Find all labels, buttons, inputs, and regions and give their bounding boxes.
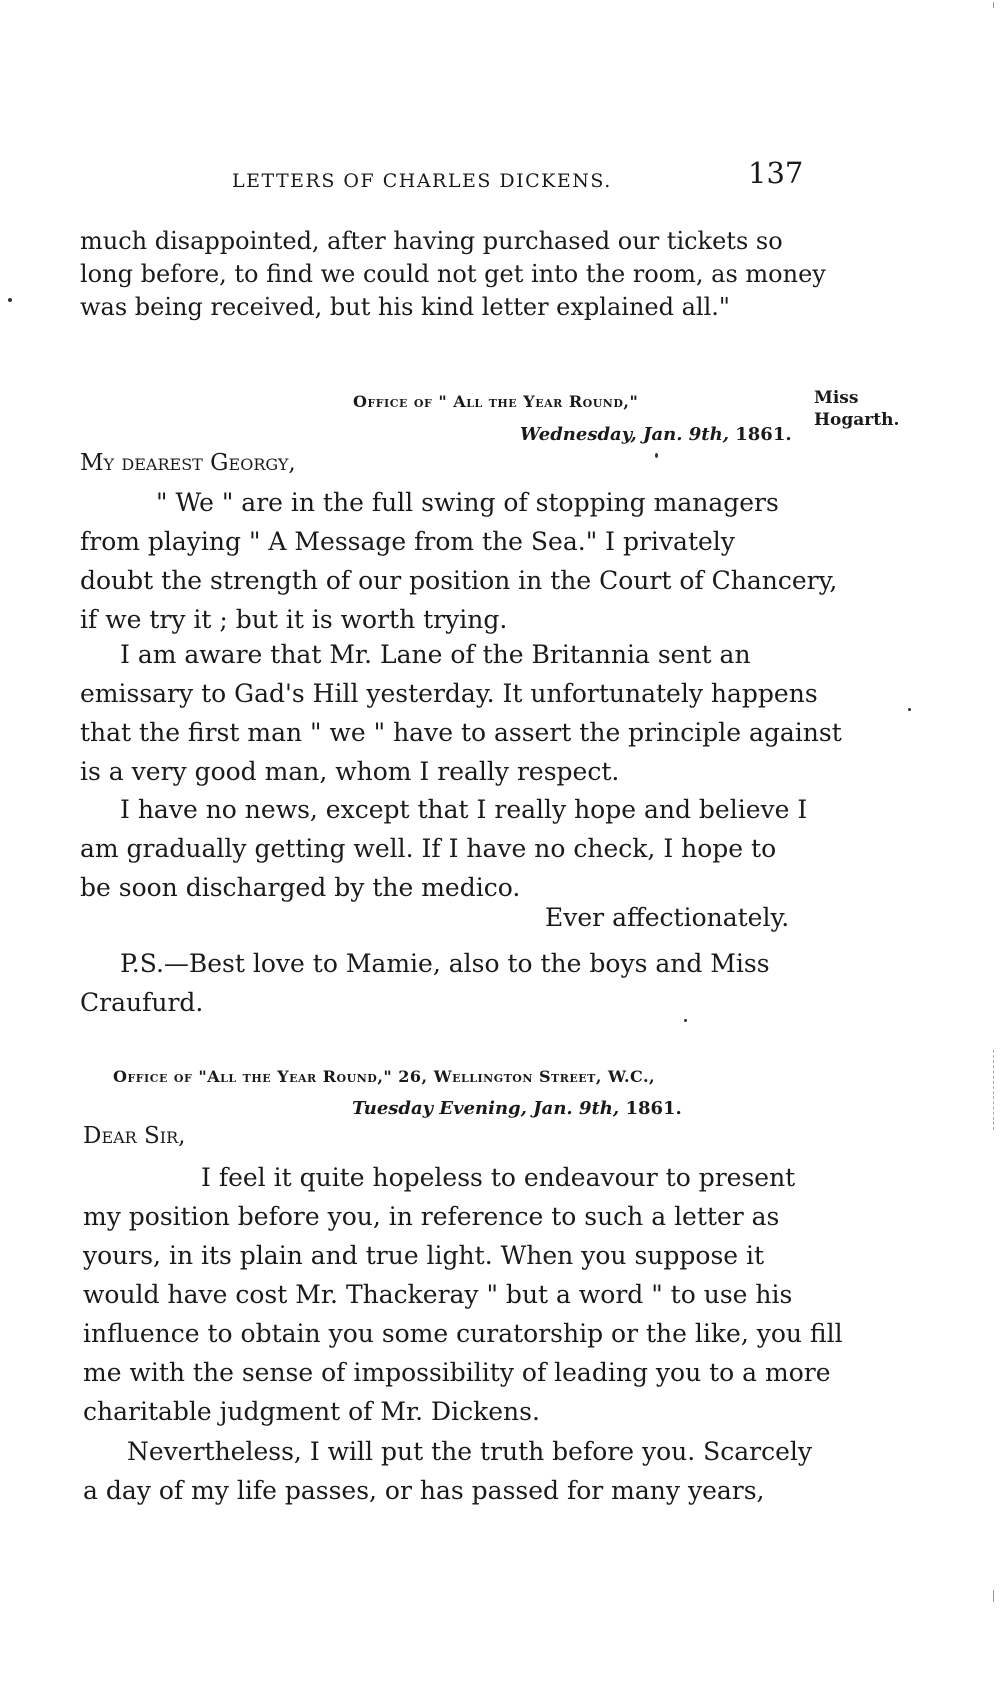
text-line: is a very good man, whom I really respect. (80, 757, 620, 786)
margin-note-line: Hogarth. (814, 410, 900, 430)
margin-note (814, 387, 899, 431)
text-line: a day of my life passes, or has passed for many years, (83, 1476, 765, 1505)
text-line: doubt the strength of our position in the Court of Chancery, (80, 566, 838, 595)
letter2-date-year: 1861. (625, 1098, 682, 1119)
scan-speck (908, 708, 911, 711)
text-line: long before, to find we could not get into the room, as money (80, 260, 826, 288)
text-line: am gradually getting well. If I have no check, I hope to (80, 834, 777, 863)
letter1-postscript (80, 944, 770, 1022)
letter2-paragraph-1 (83, 1158, 843, 1431)
letter1-paragraph-2 (80, 635, 842, 791)
letter1-address: Office of " All the Year Round," (353, 392, 639, 411)
letter1-paragraph-1 (80, 483, 837, 639)
text-line: yours, in its plain and true light. When you suppose it (83, 1241, 765, 1270)
text-line: was being received, but his kind letter explained all." (80, 293, 730, 321)
text-line: emissary to Gad's Hill yesterday. It unfortunately happens (80, 679, 818, 708)
letter2-date-day: Tuesday Evening, Jan. 9th, (352, 1098, 620, 1119)
letter1-salutation: My dearest Georgy, (80, 450, 296, 476)
text-line: much disappointed, after having purchased our tickets so (80, 227, 783, 255)
letter1-date-day: Wednesday, Jan. 9th, (520, 424, 729, 445)
scan-edge-mark (993, 2, 994, 8)
letter2-salutation: Dear Sir, (83, 1123, 186, 1149)
text-line: be soon discharged by the medico. (80, 873, 521, 902)
scan-edge-mark (992, 1050, 994, 1130)
carryover-paragraph (80, 225, 826, 324)
scan-speck (8, 298, 12, 302)
scan-speck (684, 1019, 687, 1022)
text-line: I am aware that Mr. Lane of the Britannia sent an (120, 640, 751, 669)
letter2-date (352, 1098, 682, 1119)
scan-edge-mark (993, 1590, 994, 1602)
text-line: that the first man " we " have to assert the principle against (80, 718, 842, 747)
letter2-address: Office of "All the Year Round," 26, Wellington Street, W.C., (113, 1067, 656, 1086)
text-line: Nevertheless, I will put the truth before you. Scarcely (127, 1437, 813, 1466)
text-line: " We " are in the full swing of stopping managers (156, 488, 779, 517)
letter1-date (520, 424, 792, 445)
letter2-paragraph-2 (83, 1432, 812, 1510)
text-line: charitable judgment of Mr. Dickens. (83, 1397, 540, 1426)
margin-note-line: Miss (814, 388, 859, 408)
text-line: me with the sense of impossibility of leading you to a more (83, 1358, 831, 1387)
page-number: 137 (748, 156, 804, 190)
letter1-paragraph-3 (80, 790, 807, 907)
text-line: I have no news, except that I really hope and believe I (120, 795, 808, 824)
text-line: from playing " A Message from the Sea." I privately (80, 527, 735, 556)
running-head: LETTERS OF CHARLES DICKENS. (232, 170, 612, 192)
text-line: Craufurd. (80, 988, 204, 1017)
text-line: if we try it ; but it is worth trying. (80, 605, 508, 634)
text-line: I feel it quite hopeless to endeavour to present (201, 1163, 796, 1192)
letter1-date-year: 1861. (735, 424, 792, 445)
text-line: influence to obtain you some curatorship or the like, you fill (83, 1319, 843, 1348)
text-line: P.S.—Best love to Mamie, also to the boys and Miss (120, 949, 770, 978)
scan-speck (655, 453, 658, 458)
letter1-closing: Ever affectionately. (545, 903, 790, 932)
text-line: my position before you, in reference to such a letter as (83, 1202, 780, 1231)
text-line: would have cost Mr. Thackeray " but a word " to use his (83, 1280, 793, 1309)
